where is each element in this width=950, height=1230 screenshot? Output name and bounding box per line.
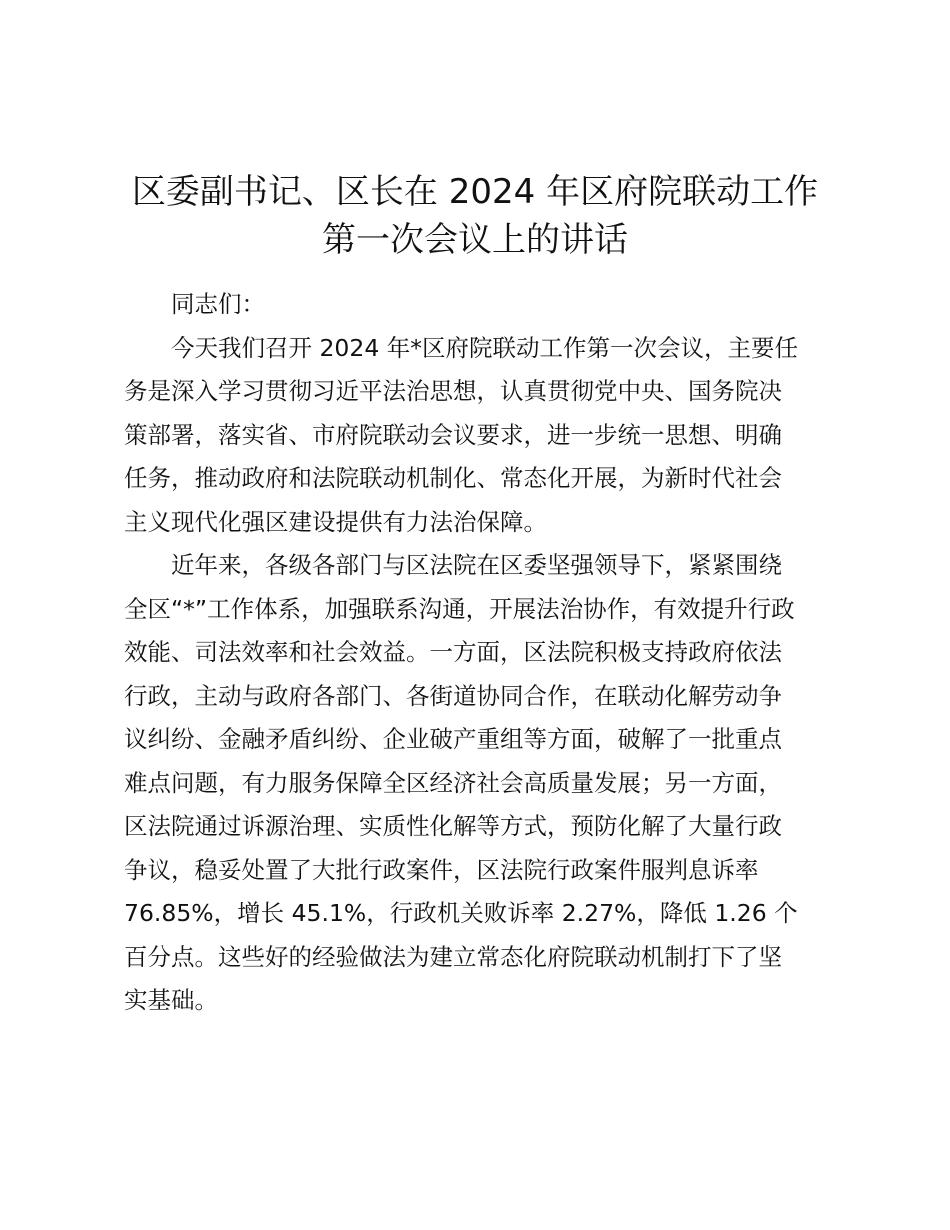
paragraph-1 (124, 327, 824, 545)
title-line-1: 区委副书记、区长在 2024 年区府院联动工作 (131, 172, 819, 212)
greeting: 同志们： (171, 290, 265, 318)
paragraph-line: 百分点。这些好的经验做法为建立常态化府院联动机制打下了坚 (124, 942, 782, 971)
paragraph-line: 行政，主动与政府各部门、各街道协同合作，在联动化解劳动争 (124, 681, 782, 710)
paragraph-line: 难点问题，有力服务保障全区经济社会高质量发展；另一方面， (124, 768, 782, 797)
paragraph-line: 任务，推动政府和法院联动机制化、常态化开展，为新时代社会 (124, 464, 782, 492)
paragraph-line: 近年来，各级各部门与区法院在区委坚强领导下，紧紧围绕 (171, 551, 782, 579)
paragraph-line: 今天我们召开 2024 年*区府院联动工作第一次会议，主要任 (171, 333, 798, 362)
paragraph-line: 实基础。 (124, 986, 218, 1014)
title-line-2: 第一次会议上的讲话 (322, 220, 628, 260)
document-body (124, 283, 824, 1023)
greeting-paragraph (124, 283, 824, 327)
paragraph-line: 议纠纷、金融矛盾纠纷、企业破产重组等方面，破解了一批重点 (124, 725, 782, 753)
document-title (118, 168, 832, 264)
paragraph-2 (124, 544, 824, 1023)
paragraph-line: 务是深入学习贯彻习近平法治思想，认真贯彻党中央、国务院决 (124, 377, 782, 405)
paragraph-line: 策部署，落实省、市府院联动会议要求，进一步统一思想、明确 (124, 420, 782, 449)
paragraph-line: 主义现代化强区建设提供有力法治保障。 (124, 507, 547, 536)
paragraph-line: 效能、司法效率和社会效益。一方面，区法院积极支持政府依法 (124, 638, 782, 666)
paragraph-line: 76.85%，增长 45.1%，行政机关败诉率 2.27%，降低 1.26 个 (124, 899, 798, 927)
paragraph-line: 全区“*”工作体系，加强联系沟通，开展法治协作，有效提升行政 (124, 594, 795, 623)
paragraph-line: 区法院通过诉源治理、实质性化解等方式，预防化解了大量行政 (124, 812, 782, 840)
paragraph-line: 争议，稳妥处置了大批行政案件，区法院行政案件服判息诉率 (124, 855, 759, 884)
